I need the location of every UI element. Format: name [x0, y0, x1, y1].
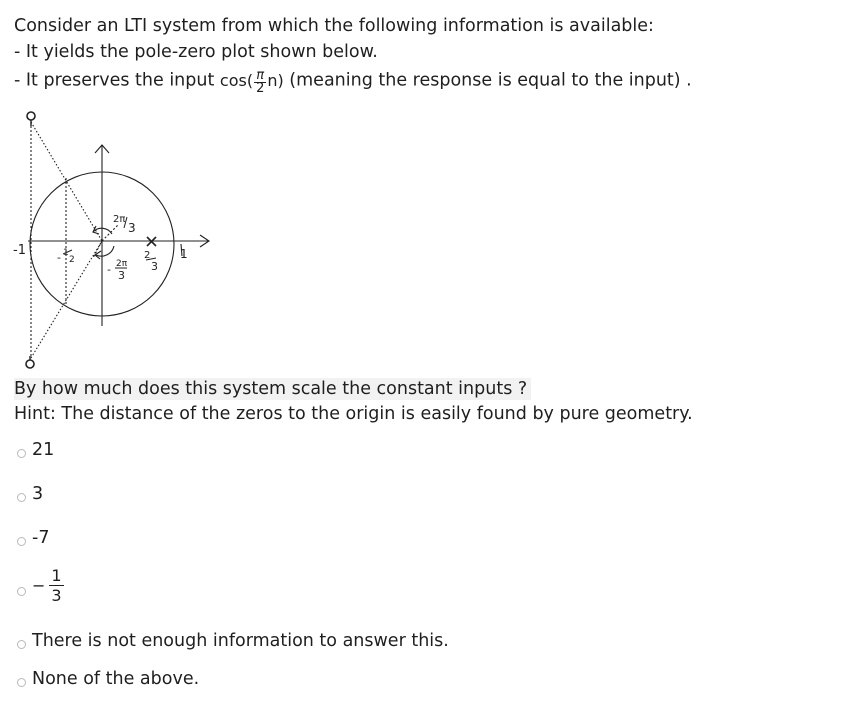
option-3-radio[interactable] [17, 493, 26, 502]
bullet-2-prefix: - It preserves the input [14, 70, 220, 91]
option-not-enough-info-radio[interactable] [17, 640, 26, 649]
label-pole-num: 2 [144, 250, 151, 261]
option-minus-7-label: -7 [32, 528, 50, 548]
radial-dash-upper [102, 225, 118, 241]
label-pole-den: 3 [151, 260, 158, 273]
option-minus-one-third-sign: − [32, 575, 46, 595]
option-minus-one-third-radio[interactable] [17, 587, 26, 596]
option-minus-one-third[interactable] [17, 566, 64, 605]
formula-fraction-den: 2 [256, 81, 265, 96]
angle-arc-lower [96, 246, 114, 256]
option-minus-one-third-fraction [49, 566, 63, 605]
option-minus-7-radio[interactable] [17, 537, 26, 546]
label-angle-upper-den: 3 [128, 221, 136, 235]
option-not-enough-info[interactable] [17, 630, 449, 652]
bullet-2-suffix: (meaning the response is equal to the input) . [283, 70, 692, 91]
option-minus-one-third-label [32, 566, 64, 605]
question-prompt: By how much does this system scale the constant inputs ? [14, 378, 531, 400]
option-minus-7[interactable] [17, 527, 49, 549]
label-angle-upper-num: 2π [113, 214, 126, 225]
formula-tail: n) [267, 70, 284, 90]
option-none-of-above-label: None of the above. [32, 669, 200, 689]
label-minus-half-den: 2 [69, 255, 75, 265]
label-one: 1 [180, 247, 188, 261]
question-intro: Consider an LTI system from which the following information is available: [14, 16, 654, 36]
formula-fraction-num: π [256, 68, 265, 83]
label-minus-half-num: 1 [63, 248, 69, 258]
formula-func: cos( [219, 70, 254, 90]
option-3-label: 3 [32, 484, 44, 504]
zero-marker-lower [26, 360, 34, 368]
option-21[interactable] [17, 439, 54, 461]
label-minus-one: -1 [13, 243, 26, 258]
option-minus-one-third-den: 3 [51, 586, 62, 605]
label-angle-lower-num: 2π [116, 259, 128, 269]
label-minus-half-sign: - [57, 251, 61, 264]
label-angle-lower-den: 3 [118, 269, 125, 282]
label-angle-lower-sign: - [107, 263, 111, 276]
option-none-of-above-radio[interactable] [17, 678, 26, 687]
option-none-of-above[interactable] [17, 668, 199, 690]
option-not-enough-info-label: There is not enough information to answer this. [32, 631, 449, 651]
zero-marker-upper [27, 112, 35, 120]
option-21-radio[interactable] [17, 449, 26, 458]
option-3[interactable] [17, 483, 43, 505]
option-21-label: 21 [32, 440, 55, 460]
option-minus-one-third-num: 1 [51, 566, 62, 585]
question-bullet-1: - It yields the pole-zero plot shown below. [14, 42, 378, 62]
question-hint: Hint: The distance of the zeros to the origin is easily found by pure geometry. [14, 404, 693, 424]
